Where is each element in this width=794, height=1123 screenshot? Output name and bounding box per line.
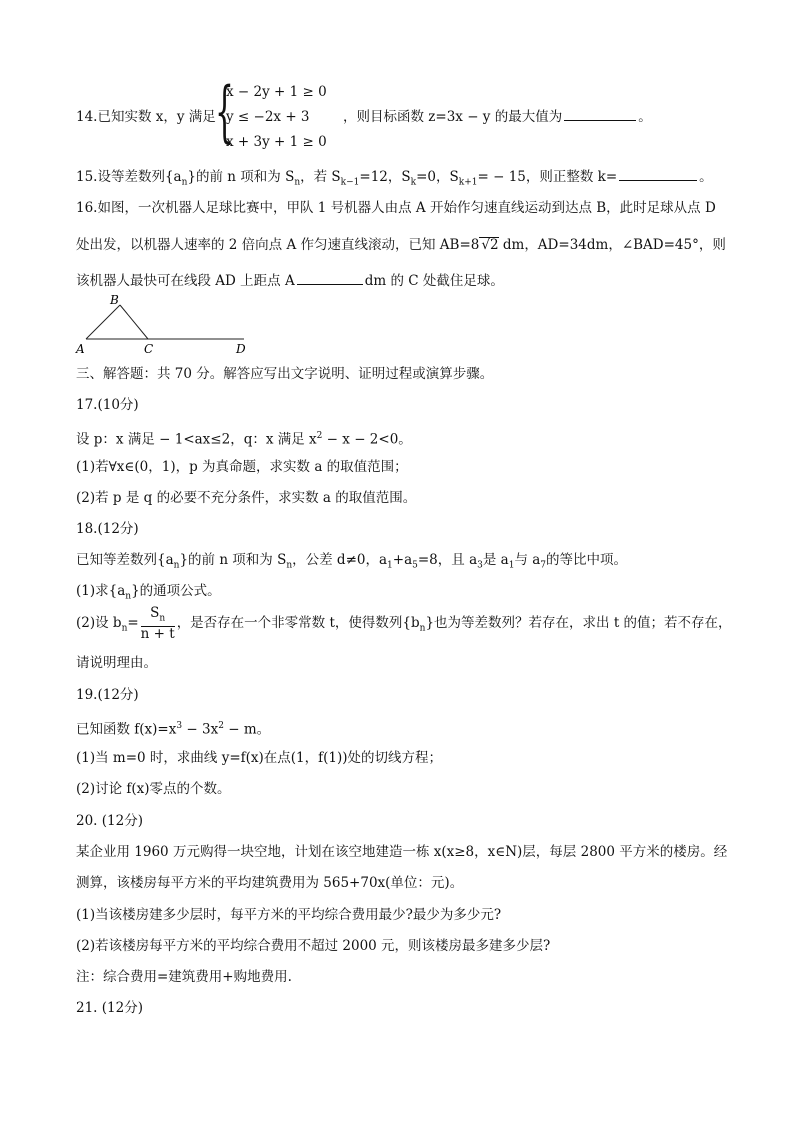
- q18-sub-f: 1: [508, 560, 515, 571]
- q14-brace: {: [215, 73, 234, 150]
- q15-sub-a: n: [181, 177, 188, 188]
- q16-answer-blank[interactable]: [297, 272, 363, 285]
- q18-stem-a: 已知等差数列{a: [76, 552, 174, 568]
- q17-stem-post: − x − 2<0。: [322, 431, 412, 448]
- q18-p1-post: }的通项公式。: [131, 583, 221, 599]
- q15-text-b: }的前 n 项和为 S: [187, 169, 295, 185]
- q19-sup-1: 3: [176, 721, 183, 731]
- q18-sub-d: 5: [412, 560, 418, 571]
- q14-constraint-2: y ≤ −2x + 3: [226, 109, 310, 125]
- q15-text-a: 15.设等差数列{a: [76, 169, 182, 185]
- q14-constraint-1: x − 2y + 1 ≥ 0: [226, 84, 327, 100]
- q20-part-2: (2)若该楼房每平方米的平均综合费用不超过 2000 元，则该楼房最多建多少层?: [76, 938, 551, 954]
- q18-sub-b: n: [286, 560, 293, 571]
- q20-line-2: 测算，该楼房每平方米的平均建筑费用为 565+70x(单位：元)。: [76, 875, 464, 891]
- q19-stem: [76, 717, 270, 739]
- q18-sub-g: 7: [540, 560, 547, 571]
- q18-stem: [76, 551, 627, 575]
- q15-text-d: =12，S: [359, 169, 411, 185]
- q18-p1-pre: (1)求{a: [76, 583, 126, 599]
- q18-header: 18.(12分): [76, 521, 139, 537]
- q15-line: [76, 168, 713, 192]
- q18-frac-numerator: [141, 606, 175, 627]
- label-a: A: [76, 342, 85, 356]
- q18-p2-post: ，是否存在一个非零常数 t，使得数列{b: [176, 614, 420, 631]
- q19-sup-2: 2: [218, 721, 224, 731]
- q18-stem-h: 的等比中项。: [546, 552, 628, 568]
- q17-part-1: (1)若∀x∈(0，1)，p 为真命题，求实数 a 的取值范围；: [76, 459, 408, 475]
- q15-sub-e: k+1: [458, 177, 478, 188]
- section-three-heading: 三、解答题：共 70 分。解答应写出文字说明、证明过程或演算步骤。: [76, 366, 494, 382]
- q14-line: [76, 108, 216, 126]
- label-b: B: [110, 295, 119, 307]
- q18-frac-num-s: S: [150, 605, 160, 621]
- q14-constraint-system: [215, 73, 345, 155]
- q18-fraction: [141, 606, 175, 641]
- q18-p2-eq: =: [127, 614, 139, 631]
- q16-line-2-pre: 处出发，以机器人速率的 2 倍向点 A 作匀速直线滚动，已知 AB=8: [76, 237, 480, 253]
- q18-stem-d: +a: [392, 552, 413, 568]
- q17-stem-sup: 2: [316, 431, 323, 441]
- q20-header: 20. (12分): [76, 813, 143, 829]
- q16-line-3: [76, 272, 504, 290]
- q18-part-2-line-2: 请说明理由。: [76, 655, 157, 671]
- q18-part-1: [76, 582, 221, 606]
- q16-figure: [70, 295, 260, 359]
- q17-header: 17.(10分): [76, 397, 139, 413]
- q16-line-3-pre: 该机器人最快可在线段 AD 上距点 A: [76, 273, 295, 289]
- q16-sqrt: √2: [481, 237, 499, 253]
- q16-line-3-post: dm 的 C 处截住足球。: [364, 273, 504, 289]
- q16-sqrt-value: 2: [489, 237, 499, 253]
- q14-constraint-3: x + 3y + 1 ≥ 0: [226, 134, 327, 150]
- q15-answer-blank[interactable]: [619, 168, 697, 181]
- q15-end: 。: [699, 169, 713, 185]
- q15-sub-c: k−1: [340, 177, 360, 188]
- q18-stem-g: 与 a: [514, 552, 541, 568]
- q15-text-e: =0，S: [416, 169, 459, 185]
- q14-suffix: ，则目标函数 z=3x − y 的最大值为: [343, 109, 563, 125]
- q17-stem-pre: 设 p：x 满足 − 1<ax≤2，q：x 满足 x: [76, 431, 317, 448]
- segment-ab: [86, 305, 120, 339]
- q16-line-2-post: dm，AD=34dm，∠BAD=45°，则: [498, 237, 726, 253]
- q16-line-2: [76, 236, 726, 254]
- q15-sub-d: k: [410, 177, 417, 188]
- q18-part-2: [76, 606, 732, 643]
- q18-p2-post2: }也为等差数列？若存在，求出 t 的值；若不存在，: [425, 614, 732, 631]
- q19-part-2: (2)讨论 f(x)零点的个数。: [76, 781, 231, 797]
- q15-text-c: ，若 S: [300, 169, 341, 185]
- q14-prefix: 14.已知实数 x，y 满足: [76, 109, 216, 125]
- q19-stem-pre: 已知函数 f(x)=x: [76, 721, 177, 738]
- q15-sub-b: n: [294, 177, 301, 188]
- q20-line-1: 某企业用 1960 万元购得一块空地，计划在该空地建造一栋 x(x≥8，x∈N)层，每层 2800 平方米的楼房。经: [76, 844, 728, 860]
- q18-p2-pre: (2)设 b: [76, 614, 122, 631]
- q18-p1-sub: n: [125, 591, 132, 602]
- label-d: D: [236, 342, 246, 356]
- q18-p2-post-sub: n: [419, 623, 426, 634]
- q18-frac-num-sub: n: [159, 613, 166, 624]
- q14-suffix-line: [343, 108, 652, 126]
- q20-note: 注：综合费用=建筑费用+购地费用.: [76, 969, 292, 985]
- q18-sub-c: 1: [387, 560, 393, 571]
- q18-stem-f: 是 a: [482, 552, 509, 568]
- q18-p2-sub: n: [121, 623, 128, 634]
- q19-header: 19.(12分): [76, 687, 139, 703]
- q19-part-1: (1)当 m=0 时，求曲线 y=f(x)在点(1，f(1))处的切线方程；: [76, 750, 443, 766]
- q18-stem-b: }的前 n 项和为 S: [179, 552, 287, 568]
- q19-stem-mid: − 3x: [182, 721, 219, 738]
- q21-header: 21. (12分): [76, 1000, 143, 1016]
- q18-stem-c: ，公差 d≠0，a: [292, 552, 388, 568]
- q18-sub-a: n: [173, 560, 180, 571]
- q19-stem-post: − m。: [223, 721, 271, 738]
- q18-sub-e: 3: [477, 560, 483, 571]
- q17-stem: [76, 427, 412, 449]
- q18-frac-denominator: n + t: [140, 625, 175, 642]
- q17-part-2: (2)若 p 是 q 的必要不充分条件，求实数 a 的取值范围。: [76, 490, 417, 506]
- q20-part-1: (1)当该楼房建多少层时，每平方米的平均综合费用最少?最少为多少元?: [76, 907, 502, 923]
- label-c: C: [144, 342, 154, 356]
- q15-text-f: = − 15，则正整数 k=: [477, 169, 618, 185]
- q14-end: 。: [638, 109, 652, 125]
- segment-bc: [120, 305, 148, 339]
- q16-line-1: 16.如图，一次机器人足球比赛中，甲队 1 号机器人由点 A 开始作匀速直线运动到达点 B，此时足球从点 D: [76, 200, 716, 216]
- q18-stem-e: =8，且 a: [417, 552, 478, 568]
- q14-answer-blank[interactable]: [564, 108, 636, 121]
